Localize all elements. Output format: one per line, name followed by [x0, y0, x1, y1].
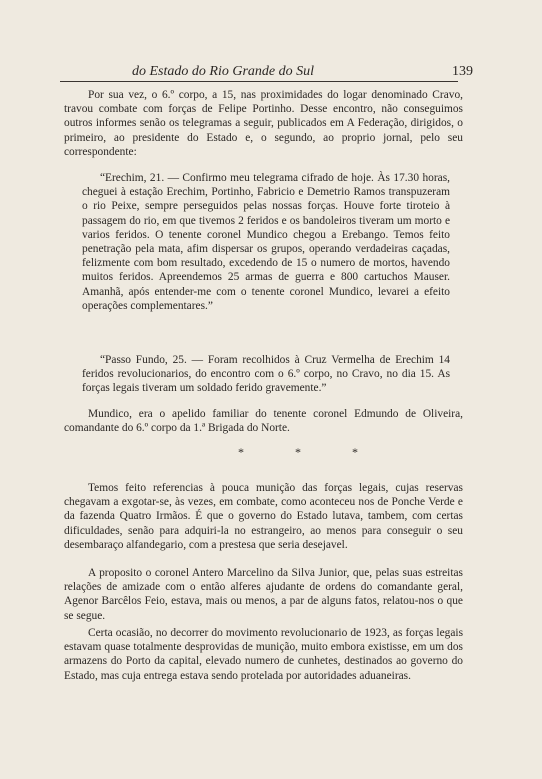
- paragraph-4: A proposito o coronel Antero Marcelino da Silva Junior, que, pelas suas estreitas relações de amizade com o então alferes ajudante de ordens do comandante geral, Agenor Barcêlos Feio, estava, mais ou menos, a par de alguns fatos, relatou-nos o que se segue.: [64, 567, 463, 622]
- section-separator: * * *: [238, 445, 382, 459]
- paragraph-2: Mundico, era o apelido familiar do tenente coronel Edmundo de Oliveira, comandante do 6.º corpo da 1.ª Brigada do Norte.: [64, 408, 463, 435]
- paragraph-1: Por sua vez, o 6.º corpo, a 15, nas proximidades do logar denominado Cravo, travou combate com forças de Felipe Portinho. Desse encontro, não conseguimos outros informes senão os telegramas a seguir, publicados em A Federação, dirigidos, o primeiro, ao presidente do Estado e, o segundo, ao proprio jornal, pelo seu correspondente:: [64, 89, 463, 158]
- paragraph-5: Certa ocasião, no decorrer do movimento revolucionario de 1923, as forças legais estavam quase totalmente desprovidas de munição, muito embora existisse, em um dos armazens do Porto da capital, elevado numero de cunhetes, destinados ao governo do Estado, mas cuja entrega estava sendo protelada por autoridades aduaneiras.: [64, 627, 463, 682]
- paragraph-3: Temos feito referencias à pouca munição das forças legais, cujas reservas chegavam a exgotar-se, às vezes, em combate, como aconteceu nos de Ponche Verde e da fazenda Quatro Irmãos. É que o governo do Estado lutava, tambem, com certas dificuldades, senão para adquiri-la no estrangeiro, ao menos para conseguir o seu desembaraço alfandegario, com a prestesa que seria desejavel.: [64, 482, 463, 551]
- telegram-quote-1: “Erechim, 21. — Confirmo meu telegrama cifrado de hoje. Às 17.30 horas, cheguei à estação Erechim, Portinho, Fabricio e Demetrio Ramos transpuzeram o rio Peixe, sempre perseguidos pelas nossas forças. Houve forte tiroteio à passagem do rio, em que tivemos 2 feridos e os bandoleiros tiveram um morto e varios feridos. O tenente coronel Mundico chegou a Erebango. Temos feito penetração pela mata, afim dispersar os grupos, operando verdadeiras caçadas, felizmente com bom resultado, excedendo de 15 o numero de mortos, havendo muitos feridos. Apreendemos 25 armas de guerra e 800 cartuchos Mauser. Amanhã, após entender-me com o tenente coronel Mundico, levarei a efeito operações complementares.”: [82, 172, 450, 312]
- running-title: do Estado do Rio Grande do Sul: [132, 64, 314, 79]
- telegram-quote-2: “Passo Fundo, 25. — Foram recolhidos à Cruz Vermelha de Erechim 14 feridos revolucionarios, do encontro com o 6.º corpo, no Cravo, no dia 15. As forças legais tiveram um soldado ferido gravemente.”: [82, 354, 450, 395]
- page-number: 139: [452, 64, 473, 79]
- page-header: [60, 63, 473, 82]
